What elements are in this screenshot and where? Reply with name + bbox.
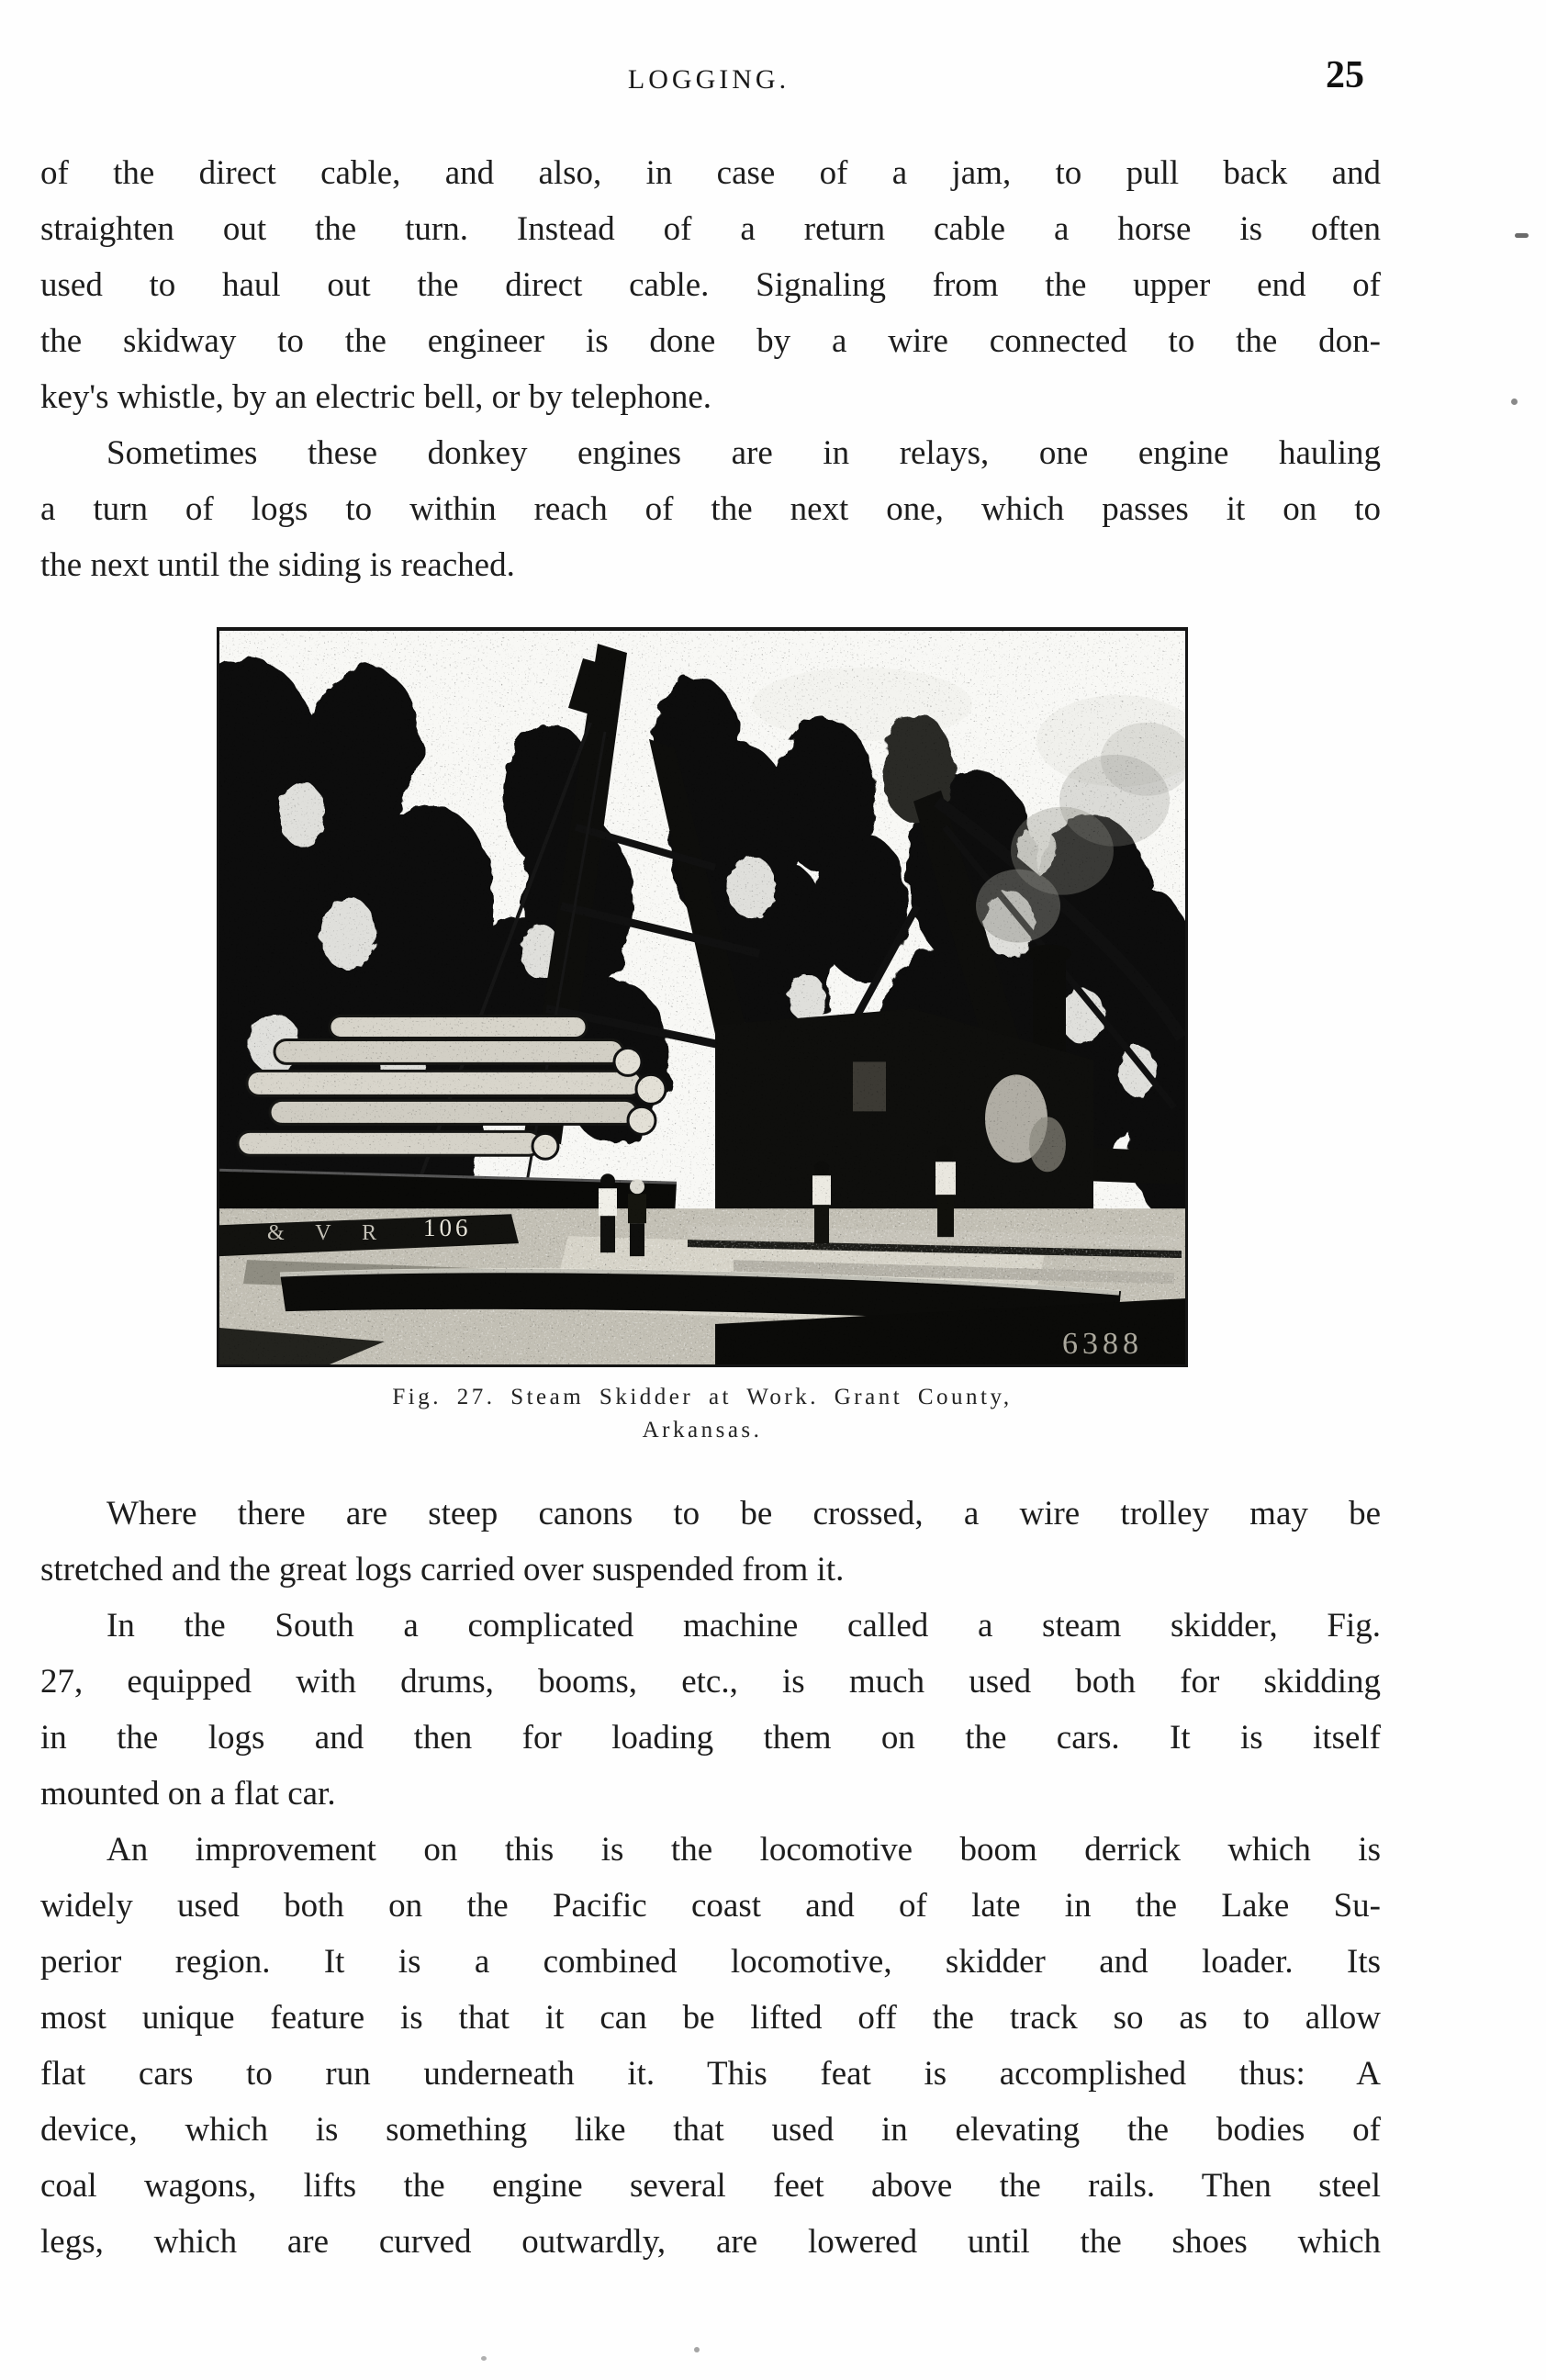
paragraph (40, 1822, 1381, 2270)
scan-speck (1511, 399, 1518, 405)
body-text-bottom (40, 1486, 1381, 2270)
figure-caption-line2: Arkansas. (642, 1418, 763, 1443)
text-line: used to haul out the direct cable. Signaling from the upper end of (40, 266, 1381, 304)
text-line: Where there are steep canons to be crossed, a wire trolley may be (106, 1495, 1381, 1532)
text-line: key's whistle, by an electric bell, or by telephone. (40, 378, 712, 416)
scan-speck (694, 2347, 700, 2352)
page-number: 25 (1326, 54, 1364, 96)
paragraph (40, 1486, 1381, 1598)
body-text-top (40, 145, 1381, 593)
steam-skidder-photo (219, 631, 1185, 1364)
text-line: straighten out the turn. Instead of a return cable a horse is often (40, 210, 1381, 248)
text-line: legs, which are curved outwardly, are lowered until the shoes which (40, 2223, 1381, 2261)
text-line: flat cars to run underneath it. This feat is accomplished thus: A (40, 2055, 1381, 2093)
figure-caption-line1: Fig. 27. Steam Skidder at Work. Grant County, (392, 1385, 1013, 1409)
scan-speck (1515, 233, 1529, 238)
running-head-text: LOGGING. (627, 64, 790, 95)
paragraph (40, 145, 1381, 425)
figure-caption (217, 1381, 1188, 1447)
text-line: widely used both on the Pacific coast and of late in the Lake Su- (40, 1887, 1381, 1925)
text-line: In the South a complicated machine called a steam skidder, Fig. (106, 1607, 1381, 1645)
text-line: the next until the siding is reached. (40, 546, 515, 584)
halftone-grain (219, 631, 1185, 1364)
running-head (0, 64, 1417, 95)
text-line: the skidway to the engineer is done by a wire connected to the don- (40, 322, 1381, 360)
text-line: of the direct cable, and also, in case of a jam, to pull back and (40, 154, 1381, 192)
scan-speck (481, 2356, 487, 2361)
text-line: Sometimes these donkey engines are in relays, one engine hauling (106, 434, 1381, 472)
paragraph (40, 1598, 1381, 1822)
text-line: perior region. It is a combined locomotive, skidder and loader. Its (40, 1943, 1381, 1981)
text-line: 27, equipped with drums, booms, etc., is much used both for skidding (40, 1663, 1381, 1701)
text-line: mounted on a flat car. (40, 1775, 336, 1813)
paragraph (40, 425, 1381, 593)
text-line: coal wagons, lifts the engine several feet above the rails. Then steel (40, 2167, 1381, 2205)
text-line: most unique feature is that it can be lifted off the track so as to allow (40, 1999, 1381, 2037)
text-line: stretched and the great logs carried over suspended from it. (40, 1551, 845, 1589)
text-line: An improvement on this is the locomotive boom derrick which is (106, 1831, 1381, 1869)
railcar-letters: & V R (267, 1221, 390, 1246)
photo-id-number: 6388 (1062, 1327, 1143, 1362)
figure-photo (217, 627, 1188, 1367)
railcar-number: 106 (423, 1214, 472, 1242)
text-line: a turn of logs to within reach of the next one, which passes it on to (40, 490, 1381, 528)
text-line: device, which is something like that used in elevating the bodies of (40, 2111, 1381, 2149)
text-line: in the logs and then for loading them on the cars. It is itself (40, 1719, 1381, 1757)
